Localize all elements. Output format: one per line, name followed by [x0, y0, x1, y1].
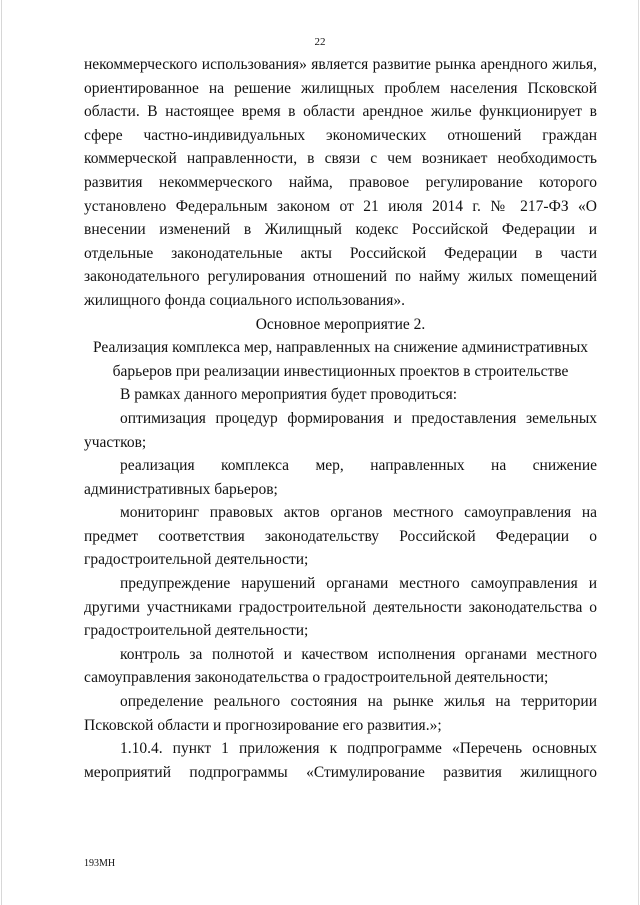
scan-edge-right [638, 0, 639, 905]
list-item: предупреждение нарушений органами местного самоуправления и другими участниками градостроительной деятельности законодательства о градостроительной деятельности; [84, 575, 597, 640]
scan-edge-left [1, 0, 2, 905]
page-number: 22 [314, 36, 326, 48]
document-body [84, 53, 597, 784]
list-item: оптимизация процедур формирования и предоставления земельных участков; [84, 409, 597, 451]
section-title: Реализация комплекса мер, направленных на снижение административных барьеров при реализации инвестиционных проектов в строительстве [92, 339, 589, 380]
list-item: определение реального состояния на рынке жилья на территории Псковской области и прогнозирование его развития.»; [84, 693, 597, 734]
list-item: реализация комплекса мер, направленных на снижение административных барьеров; [84, 457, 597, 498]
paragraph-intro: некоммерческого использования» является развитие рынка арендного жилья, ориентированное на решение жилищных проблем населения Псковской области. В настоящее время в области арендное жилье функционирует в сфере частно-индивидуальных экономических отношений граждан коммерческой направленности, в связи с чем возникает необходимость развития некоммерческого найма, правовое регулирование которого установлено Федеральным законом от 21 июля 2014 г. № 217-ФЗ «О внесении изменений в Жилищный кодекс Российской Федерации и отдельные законодательные акты Российской Федерации в части законодательного регулирования отношений по найму жилых помещений жилищного фонда социального использования». [84, 56, 597, 309]
section-heading: Основное мероприятие 2. [255, 315, 426, 333]
list-item: мониторинг правовых актов органов местного самоуправления на предмет соответствия законодательству Российской Федерации о градостроительной деятельности; [84, 504, 597, 569]
list-intro: В рамках данного мероприятия будет проводиться: [120, 386, 458, 404]
list-item: контроль за полнотой и качеством исполнения органами местного самоуправления законодательства о градостроительной деятельности; [84, 645, 597, 687]
document-code: 193МН [84, 858, 116, 869]
paragraph-amendment: 1.10.4. пункт 1 приложения к подпрограмме «Перечень основных мероприятий подпрограммы «Стимулирование развития жилищного [84, 740, 597, 781]
